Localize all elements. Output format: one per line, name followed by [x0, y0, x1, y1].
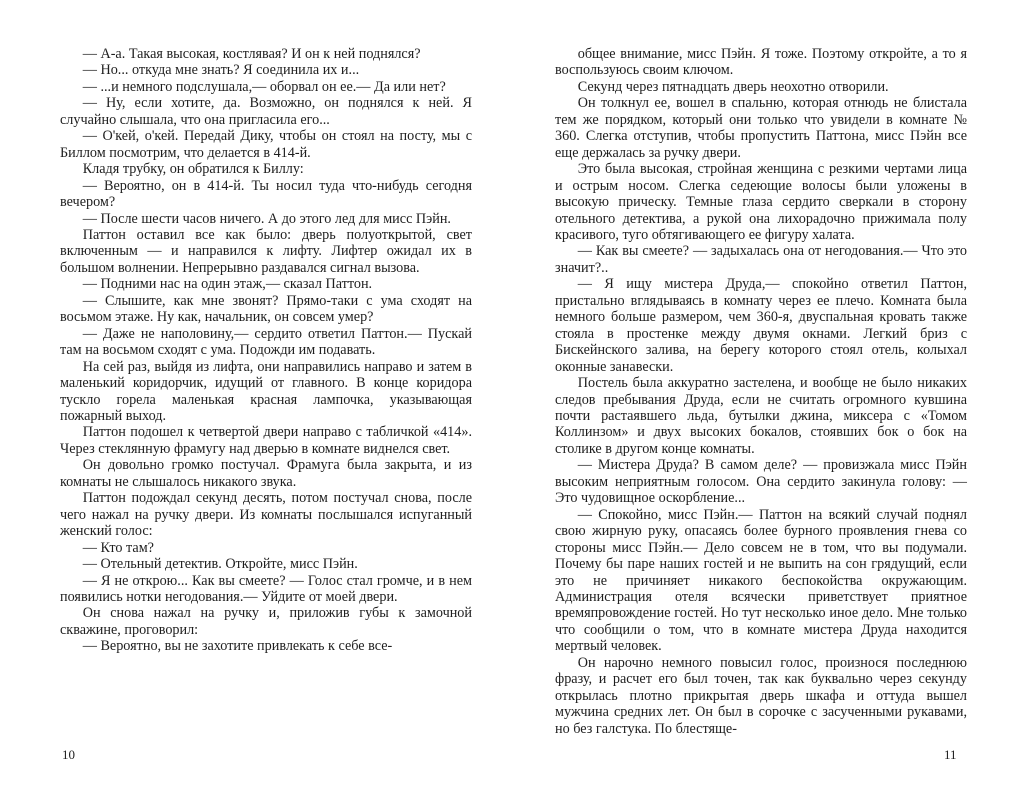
- paragraph: — Мистера Друда? В самом деле? — провизжала мисс Пэйн высоким неприятным голосом. Она сердито закинула голову: — Это чудовищное оскорбление...: [555, 457, 967, 507]
- paragraph: Постель была аккуратно застелена, и вообще не было никаких следов пребывания Друда, если не считать огромного кувшина почти растаявшего льда, бутылки джина, миксера с «Томом Коллинзом» и двух высоких бокалов, стоявших бок о бок на столике в другом конце комнаты.: [555, 375, 967, 457]
- paragraph: — После шести часов ничего. А до этого лед для мисс Пэйн.: [82, 210, 451, 227]
- paragraph: Паттон оставил все как было: дверь полуоткрытой, свет включенным — и направился к лифту. Лифтер ожидал их в большом волнении. Непрерывно раздавался сигнал вызова.: [60, 226, 472, 276]
- paragraph: — Я не открою... Как вы смеете? — Голос стал громче, и в нем появились нотки негодования.— Уйдите от моей двери.: [60, 572, 472, 605]
- right-page-number: 11: [944, 747, 957, 762]
- paragraph: — Я ищу мистера Друда,— спокойно ответил Паттон, пристально вглядываясь в комнату через ее плечо. Комната была немного больше размером, чем 360-я, двуспальная кровать также стояла в простенке между двумя окнами. Легкий бриз с Бискейнского залива, на берегу которого стоял отель, колыхал оконные занавески.: [555, 276, 967, 375]
- paragraph: — Отельный детектив. Откройте, мисс Пэйн.: [82, 556, 358, 573]
- paragraph: — ...и немного подслушала,— оборвал он ее.— Да или нет?: [82, 78, 446, 95]
- right-page: [555, 46, 967, 737]
- paragraph: — А-а. Такая высокая, костлявая? И он к ней поднялся?: [82, 46, 421, 62]
- paragraph: Он снова нажал на ручку и, приложив губы к замочной скважине, проговорил:: [60, 605, 472, 638]
- paragraph: На сей раз, выйдя из лифта, они направились направо и затем в маленький коридорчик, идущий от главного. В конце коридора тускло горела маленькая красная лампочка, указывающая пожарный выход.: [60, 358, 472, 424]
- paragraph: — Вероятно, он в 414-й. Ты носил туда что-нибудь сегодня вечером?: [60, 177, 472, 211]
- paragraph: — Как вы смеете? — задыхалась она от негодования.— Что это значит?..: [555, 243, 967, 276]
- left-page-number: 10: [62, 747, 75, 762]
- paragraph: — Слышите, как мне звонят? Прямо-таки с ума сходят на восьмом этаже. Ну как, начальник, он совсем умер?: [60, 292, 472, 326]
- paragraph: Паттон подождал секунд десять, потом постучал снова, после чего нажал на ручку двери. Из комнаты послышался испуганный женский голос:: [60, 490, 472, 540]
- paragraph: — Кто там?: [82, 539, 154, 556]
- paragraph: — Ну, если хотите, да. Возможно, он поднялся к ней. Я случайно слышала, что она пригласила его...: [60, 95, 472, 128]
- paragraph: — О'кей, о'кей. Передай Дику, чтобы он стоял на посту, мы с Биллом посмотрим, что делается в 414-й.: [60, 128, 472, 161]
- paragraph: — Но... откуда мне знать? Я соединила их и...: [82, 62, 360, 79]
- paragraph: Он довольно громко постучал. Фрамуга была закрыта, и из комнаты не слышалось никакого звука.: [60, 457, 472, 490]
- paragraph: Он толкнул ее, вошел в спальню, которая отнюдь не блистала тем же порядком, который они только что увидели в комнате № 360. Слегка отступив, чтобы пропустить Паттона, мисс Пэйн все еще держалась за ручку двери.: [555, 95, 967, 161]
- left-page: [60, 46, 472, 655]
- paragraph: Секунд через пятнадцать дверь неохотно отворили.: [577, 78, 889, 95]
- paragraph: — Вероятно, вы не захотите привлекать к себе все-: [82, 638, 393, 655]
- paragraph: — Даже не наполовину,— сердито ответил Паттон.— Пускай там на восьмом сходят с ума. Подожди им подавать.: [60, 325, 472, 359]
- paragraph: Паттон подошел к четвертой двери направо с табличкой «414». Через стеклянную фрамугу над дверью в комнате виднелся свет.: [60, 424, 472, 457]
- paragraph: — Подними нас на один этаж,— сказал Паттон.: [82, 276, 373, 293]
- paragraph: Он нарочно немного повысил голос, произнося последнюю фразу, и расчет его был точен, так как буквально через секунду открылась плотно прикрытая дверь шкафа и оттуда вышел мужчина средних лет. Он был в сорочке с засученными рукавами, но без галстука. По блестяще-: [555, 654, 967, 737]
- paragraph: общее внимание, мисс Пэйн. Я тоже. Поэтому откройте, а то я воспользуюсь своим ключом.: [555, 46, 967, 79]
- paragraph: Кладя трубку, он обратился к Биллу:: [82, 161, 304, 178]
- paragraph: Это была высокая, стройная женщина с резкими чертами лица и острым носом. Слегка седеющие волосы были уложены в высокую прическу. Темные глаза сердито сверкали в сторону отельного детектива, а рукой она лихорадочно прижимала полу красивого, туго обтягивающего ее фигуру халата.: [555, 161, 967, 243]
- paragraph: — Спокойно, мисс Пэйн.— Паттон на всякий случай поднял свою жирную руку, опасаясь более бурного проявления гнева со стороны мисс Пэйн.— Дело совсем не в том, что вы подумали. Почему бы паре наших гостей и не выпить на сон грядущий, если это не причиняет никакого беспокойства окружающим. Администрация отеля всячески приветствует приятное времяпровождение гостей. Но тут несколько иное дело. Мне только что сообщили о том, что в комнате мистера Друда находится мертвый человек.: [555, 506, 967, 655]
